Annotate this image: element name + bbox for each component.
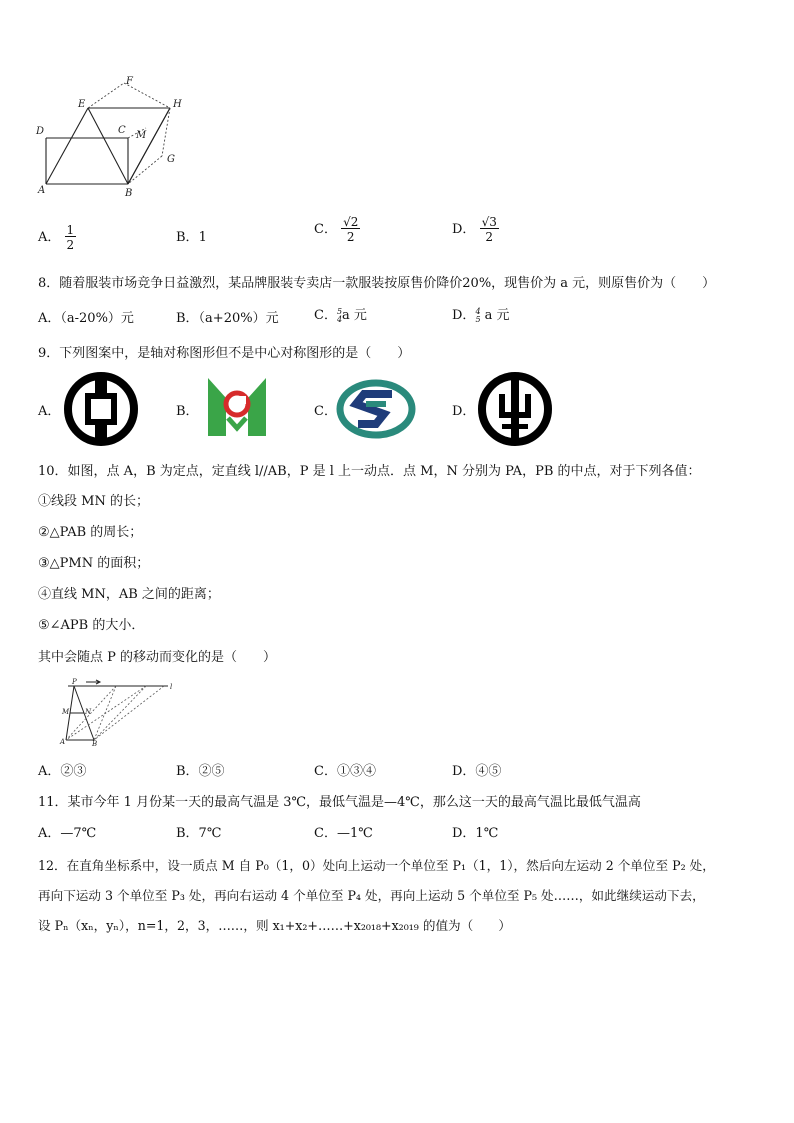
- q10-geometry-figure: [56, 676, 180, 746]
- q7-option-c-fraction: [341, 216, 360, 243]
- q8-d-denominator: 5: [475, 314, 481, 324]
- q7-option-a: [38, 224, 76, 251]
- q8-c-tail: a 元: [342, 308, 367, 323]
- q10-label-N: N: [85, 708, 92, 716]
- label-C: C: [118, 125, 126, 136]
- q8-option-b: B．（a+20%）元: [176, 311, 279, 326]
- q7-a-numerator: 1: [66, 223, 75, 237]
- s-oval-logo-icon: [336, 378, 416, 440]
- q10-label-A: A: [60, 738, 66, 746]
- q7-option-b-label: B．: [176, 230, 199, 245]
- label-F: F: [126, 76, 133, 87]
- q10-label-M: M: [62, 708, 70, 716]
- label-H: H: [173, 99, 182, 110]
- q9-option-b-label: B．: [176, 404, 199, 419]
- q11-option-b: B．7℃: [176, 826, 222, 841]
- q8-option-a: A．（a-20%）元: [38, 311, 134, 326]
- q8-d-numerator: 4: [475, 306, 481, 316]
- q7-c-denominator: 2: [346, 230, 355, 244]
- q7-option-d-label: D．: [452, 222, 476, 237]
- q9-option-d-label: D．: [452, 404, 476, 419]
- q12-line-2: 再向下运动 3 个单位至 P₃ 处，再向右运动 4 个单位至 P₄ 处，再向上运动 5 个单位至 P₅ 处……，如此继续运动下去，: [38, 888, 705, 903]
- q10-option-a: A．②③: [38, 764, 87, 779]
- q8-option-d: [452, 304, 510, 324]
- q10-option-b: B．②⑤: [176, 764, 225, 779]
- q7-option-c: [314, 216, 360, 243]
- label-D: D: [36, 126, 45, 137]
- label-E: E: [78, 99, 86, 110]
- label-G: G: [167, 154, 175, 165]
- q7-option-d-fraction: [480, 216, 499, 243]
- q10-item-5: ⑤∠APB 的大小．: [38, 618, 145, 633]
- label-M: M: [136, 130, 147, 141]
- q11-option-a: A．—7℃: [38, 826, 97, 841]
- q10-item-3: ③△PMN 的面积；: [38, 556, 150, 571]
- q9-option-c-label: C．: [314, 404, 337, 419]
- q10-ask: 其中会随点 P 的移动而变化的是（ ）: [38, 650, 277, 665]
- q7-option-a-fraction: [65, 224, 77, 251]
- q9-stem: 9．下列图案中，是轴对称图形但不是中心对称图形的是（ ）: [38, 346, 411, 361]
- q7-c-numerator: √2: [343, 215, 359, 229]
- q10-item-1: ①线段 MN 的长；: [38, 494, 149, 509]
- q10-label-P: P: [72, 678, 77, 686]
- q8-d-fraction: [475, 308, 480, 324]
- q9-option-a-label: A．: [38, 404, 61, 419]
- q11-option-c: C．—1℃: [314, 826, 373, 841]
- q7-d-denominator: 2: [485, 230, 494, 244]
- q10-label-B: B: [92, 740, 98, 746]
- agricultural-bank-logo-icon: [204, 374, 270, 442]
- q10-label-l: l: [170, 683, 173, 691]
- q12-line-1: 12．在直角坐标系中，设一质点 M 自 P₀（1，0）处向上运动一个单位至 P₁（1，1），然后向左运动 2 个单位至 P₂ 处，: [38, 858, 715, 873]
- q8-d-tail: a 元: [484, 308, 510, 323]
- q7-option-a-label: A．: [38, 230, 61, 245]
- q8-c-denominator: 4: [336, 314, 343, 324]
- q7-option-b-text: 1: [198, 230, 207, 245]
- q7-geometry-figure: [30, 68, 190, 200]
- q7-d-numerator: √3: [481, 215, 497, 229]
- q8-option-d-label: D．: [452, 308, 476, 323]
- q10-item-4: ④直线 MN，AB 之间的距离；: [38, 587, 220, 602]
- q12-line-3: 设 Pₙ（xₙ，yₙ），n=1，2，3，……，则 x₁+x₂+……+x₂₀₁₈+x₂₀₁₉ 的值为（ ）: [38, 918, 512, 933]
- q11-stem: 11．某市今年 1 月份某一天的最高气温是 3℃，最低气温是—4℃，那么这一天的最高气温比最低气温高: [38, 795, 641, 810]
- q8-option-c: [314, 304, 367, 324]
- q8-stem: 8．随着服装市场竞争日益激烈，某品牌服装专卖店一款服装按原售价降价20%，现售价为 a 元，则原售价为（ ）: [38, 276, 716, 291]
- q10-option-d: D．④⑤: [452, 764, 502, 779]
- q7-a-denominator: 2: [66, 238, 75, 252]
- coin-logo-icon: [62, 372, 140, 446]
- q7-option-b: [176, 226, 207, 245]
- q7-option-c-label: C．: [314, 222, 337, 237]
- q8-option-c-label: C．: [314, 308, 337, 323]
- label-B: B: [125, 188, 133, 199]
- q10-option-c: C．①③④: [314, 764, 376, 779]
- q10-item-2: ②△PAB 的周长；: [38, 525, 143, 540]
- bank-fork-logo-icon: [474, 372, 556, 446]
- label-A: A: [38, 185, 46, 196]
- q11-option-d: D．1℃: [452, 826, 499, 841]
- q7-option-d: [452, 216, 499, 243]
- q8-c-numerator: 5: [336, 306, 343, 316]
- q10-stem: 10．如图，点 A，B 为定点，定直线 l//AB，P 是 l 上一动点．点 M，N 分别为 PA，PB 的中点，对于下列各值：: [38, 464, 701, 479]
